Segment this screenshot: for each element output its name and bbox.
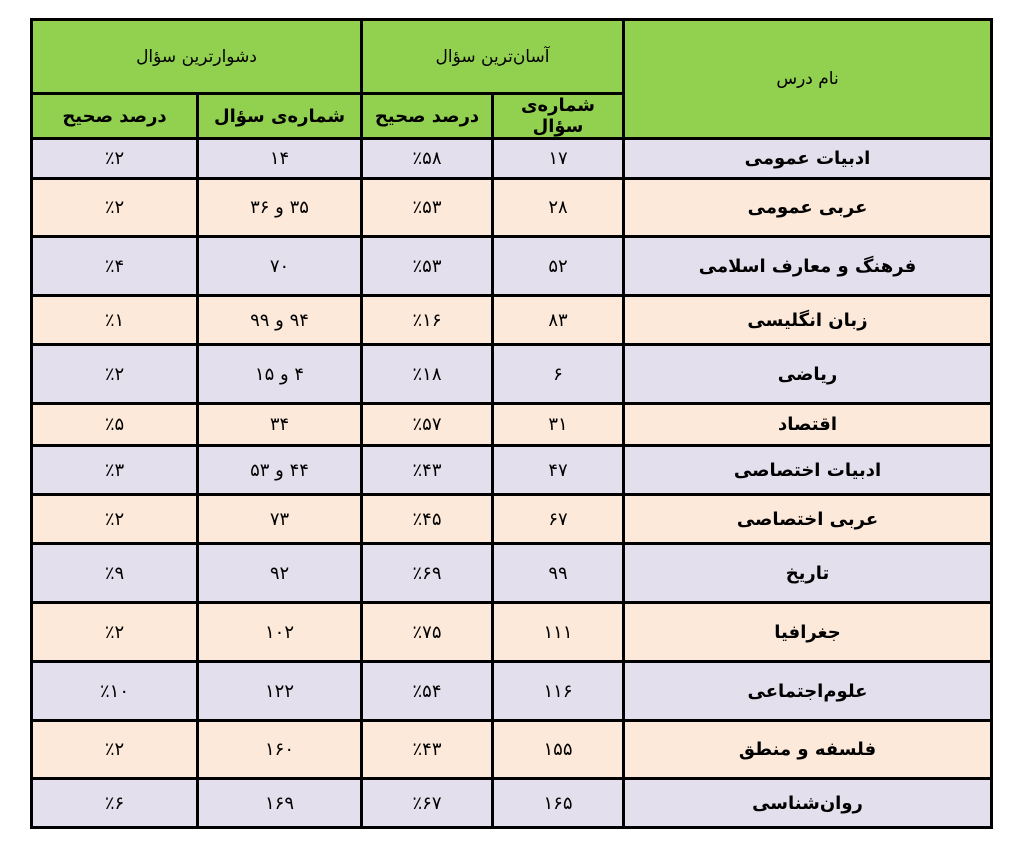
table-row bbox=[32, 662, 992, 721]
easy-percent-cell: ٪۴۳ bbox=[362, 446, 493, 495]
course-name-cell: اقتصاد bbox=[624, 404, 992, 446]
header-row-top bbox=[32, 20, 992, 94]
easy-question-cell: ۴۷ bbox=[493, 446, 624, 495]
hard-question-cell: ۴۴ و ۵۳ bbox=[198, 446, 362, 495]
course-name-cell: ادبیات اختصاصی bbox=[624, 446, 992, 495]
hard-question-number-header: شماره‌ی سؤال bbox=[198, 94, 362, 139]
easy-correct-percent-header: درصد صحیح bbox=[362, 94, 493, 139]
course-name-cell: تاریخ bbox=[624, 544, 992, 603]
easy-percent-cell: ٪۵۳ bbox=[362, 179, 493, 237]
hard-question-cell: ۱۲۲ bbox=[198, 662, 362, 721]
hard-percent-cell: ٪۲ bbox=[32, 603, 198, 662]
hard-percent-cell: ٪۹ bbox=[32, 544, 198, 603]
hard-percent-cell: ٪۲ bbox=[32, 495, 198, 544]
hard-question-cell: ۹۴ و ۹۹ bbox=[198, 296, 362, 345]
results-table-wrapper bbox=[30, 18, 993, 829]
course-name-cell: عربی اختصاصی bbox=[624, 495, 992, 544]
easy-percent-cell: ٪۵۸ bbox=[362, 139, 493, 179]
hard-question-cell: ۱۴ bbox=[198, 139, 362, 179]
easy-question-cell: ۳۱ bbox=[493, 404, 624, 446]
hard-percent-cell: ٪۲ bbox=[32, 345, 198, 404]
course-name-cell: روان‌شناسی bbox=[624, 779, 992, 828]
course-name-cell: ریاضی bbox=[624, 345, 992, 404]
easy-question-cell: ۱۵۵ bbox=[493, 721, 624, 779]
easy-question-cell: ۱۱۶ bbox=[493, 662, 624, 721]
easy-question-cell: ۶۷ bbox=[493, 495, 624, 544]
course-name-header: نام درس bbox=[624, 20, 992, 139]
easy-percent-cell: ٪۵۴ bbox=[362, 662, 493, 721]
easy-question-cell: ۸۳ bbox=[493, 296, 624, 345]
hardest-question-header: دشوارترین سؤال bbox=[32, 20, 362, 94]
hard-question-cell: ۹۲ bbox=[198, 544, 362, 603]
hard-percent-cell: ٪۲ bbox=[32, 139, 198, 179]
table-row bbox=[32, 446, 992, 495]
hard-question-cell: ۱۰۲ bbox=[198, 603, 362, 662]
easy-percent-cell: ٪۱۸ bbox=[362, 345, 493, 404]
easy-percent-cell: ٪۴۳ bbox=[362, 721, 493, 779]
hard-percent-cell: ٪۴ bbox=[32, 237, 198, 296]
hard-percent-cell: ٪۳ bbox=[32, 446, 198, 495]
course-name-cell: عربی عمومی bbox=[624, 179, 992, 237]
easy-question-cell: ۱۷ bbox=[493, 139, 624, 179]
easy-question-cell: ۹۹ bbox=[493, 544, 624, 603]
table-row bbox=[32, 495, 992, 544]
hard-percent-cell: ٪۱۰ bbox=[32, 662, 198, 721]
table-row bbox=[32, 237, 992, 296]
course-name-cell: فلسفه و منطق bbox=[624, 721, 992, 779]
hard-question-cell: ۳۴ bbox=[198, 404, 362, 446]
table-row bbox=[32, 544, 992, 603]
hard-percent-cell: ٪۱ bbox=[32, 296, 198, 345]
hard-correct-percent-header: درصد صحیح bbox=[32, 94, 198, 139]
hard-percent-cell: ٪۶ bbox=[32, 779, 198, 828]
table-row bbox=[32, 179, 992, 237]
easy-percent-cell: ٪۶۷ bbox=[362, 779, 493, 828]
easy-question-number-header: شماره‌ی سؤال bbox=[493, 94, 624, 139]
course-name-cell: زبان انگلیسی bbox=[624, 296, 992, 345]
hard-percent-cell: ٪۲ bbox=[32, 721, 198, 779]
table-row bbox=[32, 779, 992, 828]
hard-question-cell: ۱۶۰ bbox=[198, 721, 362, 779]
table-row bbox=[32, 404, 992, 446]
course-name-cell: فرهنگ و معارف اسلامی bbox=[624, 237, 992, 296]
easy-question-cell: ۲۸ bbox=[493, 179, 624, 237]
hard-percent-cell: ٪۵ bbox=[32, 404, 198, 446]
easy-question-cell: ۱۱۱ bbox=[493, 603, 624, 662]
easy-percent-cell: ٪۵۳ bbox=[362, 237, 493, 296]
easy-question-cell: ۱۶۵ bbox=[493, 779, 624, 828]
easy-percent-cell: ٪۷۵ bbox=[362, 603, 493, 662]
hard-question-cell: ۴ و ۱۵ bbox=[198, 345, 362, 404]
easy-percent-cell: ٪۱۶ bbox=[362, 296, 493, 345]
easy-percent-cell: ٪۶۹ bbox=[362, 544, 493, 603]
hard-percent-cell: ٪۲ bbox=[32, 179, 198, 237]
course-name-cell: علوم‌اجتماعی bbox=[624, 662, 992, 721]
easy-percent-cell: ٪۴۵ bbox=[362, 495, 493, 544]
table-row bbox=[32, 603, 992, 662]
easy-percent-cell: ٪۵۷ bbox=[362, 404, 493, 446]
easy-question-cell: ۶ bbox=[493, 345, 624, 404]
easy-question-cell: ۵۲ bbox=[493, 237, 624, 296]
hard-question-cell: ۷۰ bbox=[198, 237, 362, 296]
table-row bbox=[32, 721, 992, 779]
table-row bbox=[32, 345, 992, 404]
question-stats-table bbox=[30, 18, 993, 829]
course-name-cell: ادبیات عمومی bbox=[624, 139, 992, 179]
course-name-cell: جغرافیا bbox=[624, 603, 992, 662]
easiest-question-header: آسان‌ترین سؤال bbox=[362, 20, 624, 94]
table-row bbox=[32, 139, 992, 179]
table-row bbox=[32, 296, 992, 345]
hard-question-cell: ۳۵ و ۳۶ bbox=[198, 179, 362, 237]
hard-question-cell: ۱۶۹ bbox=[198, 779, 362, 828]
hard-question-cell: ۷۳ bbox=[198, 495, 362, 544]
